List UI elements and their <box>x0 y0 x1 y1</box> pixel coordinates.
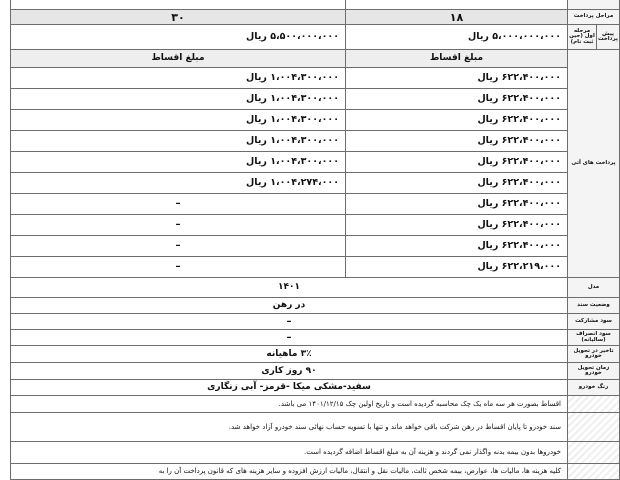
installment-18-5: ۱،۰۰۴،۳۰۰،۰۰۰ ریال <box>11 152 346 173</box>
installment-row <box>11 236 620 257</box>
note-2: سند خودرو تا پایان اقساط در رهن شرکت باقی خواهد ماند و تنها با تسویه حساب نهائی سند خودرو آزاد خواهد شد. <box>11 413 568 442</box>
note-1: اقساط بصورت هر سه ماه یک چک محاسبه گردیده است و تاریخ اولین چک ۱۴۰۱/۱۲/۱۵ می باشد. <box>11 396 568 413</box>
profit-percent-row <box>11 330 620 346</box>
note-label-cell <box>568 464 620 480</box>
installment-18-7: – <box>11 194 346 215</box>
installment-30-8: ۶۲۲،۴۰۰،۰۰۰ ریال <box>346 215 568 236</box>
delivery-time-row <box>11 363 620 380</box>
note-label-cell <box>568 396 620 413</box>
installments-header-row <box>11 50 620 68</box>
installment-18-2: ۱،۰۰۴،۳۰۰،۰۰۰ ریال <box>11 89 346 110</box>
delivery-time-value: ۹۰ روز کاری <box>11 363 568 380</box>
installment-18-4: ۱،۰۰۴،۳۰۰،۰۰۰ ریال <box>11 131 346 152</box>
installment-30-7: ۶۲۲،۴۰۰،۰۰۰ ریال <box>346 194 568 215</box>
installment-30-3: ۶۲۲،۴۰۰،۰۰۰ ریال <box>346 110 568 131</box>
installment-row <box>11 131 620 152</box>
car-color-value: سفید-مشکی میکا -قرمز- آبی زنگاری <box>11 380 568 396</box>
prepayment-label: پیش پرداخت <box>597 25 619 49</box>
note-3: خودروها بدون بیمه بدنه واگذار نمی گردند و هزینه آن به مبلغ اقساط اضافه گردیده است. <box>11 442 568 464</box>
installment-30-10: ۶۲۲،۲۱۹،۰۰۰ ریال <box>346 257 568 278</box>
installment-row <box>11 110 620 131</box>
delivery-time-label: زمان تحویل خودرو <box>568 363 620 380</box>
installments-header-18: مبلغ اقساط <box>346 50 568 68</box>
model-label: مدل <box>568 278 620 298</box>
first-stage-label: مرحله اول (حین ثبت نام) <box>568 25 597 49</box>
installment-18-3: ۱،۰۰۴،۳۰۰،۰۰۰ ریال <box>11 110 346 131</box>
installment-row <box>11 194 620 215</box>
future-payments-label: پرداخت های آتی <box>568 50 620 278</box>
note-row <box>11 442 620 464</box>
profit-percent-value: – <box>11 330 568 346</box>
installment-row <box>11 215 620 236</box>
top-cell-18 <box>346 0 568 10</box>
top-cell-30 <box>11 0 346 10</box>
payment-stages-label: مراحل پرداخت <box>568 10 620 25</box>
note-label-cell <box>568 413 620 442</box>
prepayment-label-group <box>568 25 620 50</box>
profit-percent-label: سود انصراف (سالیانه) <box>568 330 620 346</box>
model-value: ۱۴۰۱ <box>11 278 568 298</box>
note-row <box>11 413 620 442</box>
installment-30-9: ۶۲۲،۴۰۰،۰۰۰ ریال <box>346 236 568 257</box>
first-payment-30: ۵،۵۰۰،۰۰۰،۰۰۰ ریال <box>11 25 346 50</box>
installment-18-6: ۱،۰۰۴،۲۷۴،۰۰۰ ریال <box>11 173 346 194</box>
installment-row <box>11 173 620 194</box>
months-row <box>11 10 620 25</box>
document-status-value: در رهن <box>11 298 568 314</box>
installment-30-1: ۶۲۲،۴۰۰،۰۰۰ ریال <box>346 68 568 89</box>
installment-30-4: ۶۲۲،۴۰۰،۰۰۰ ریال <box>346 131 568 152</box>
installment-30-2: ۶۲۲،۴۰۰،۰۰۰ ریال <box>346 89 568 110</box>
note-4: کلیه هزینه ها، مالیات ها، عوارض، بیمه شخص ثالث، مالیات نقل و انتقال، مالیات ارزش افزوده و سایر هزینه های که قانون پرداخت آن را به <box>11 464 568 480</box>
prepayment-split <box>568 25 619 49</box>
installment-30-6: ۶۲۲،۴۰۰،۰۰۰ ریال <box>346 173 568 194</box>
delivery-delay-value: ۳٪ ماهیانه <box>11 346 568 363</box>
installments-header-30: مبلغ اقساط <box>11 50 346 68</box>
car-color-label: رنگ خودرو <box>568 380 620 396</box>
partnership-profit-value: – <box>11 314 568 330</box>
installment-18-10: – <box>11 257 346 278</box>
months-30-header: ۳۰ <box>11 10 346 25</box>
note-row <box>11 396 620 413</box>
document-status-label: وضعیت سند <box>568 298 620 314</box>
partnership-profit-label: سود مشارکت <box>568 314 620 330</box>
top-cut-row <box>11 0 620 10</box>
delivery-delay-row <box>11 346 620 363</box>
delivery-delay-label: تاخیر در تحویل خودرو <box>568 346 620 363</box>
installment-18-8: – <box>11 215 346 236</box>
top-label-cell <box>568 0 620 10</box>
installment-18-1: ۱،۰۰۴،۳۰۰،۰۰۰ ریال <box>11 68 346 89</box>
months-18-header: ۱۸ <box>346 10 568 25</box>
partnership-profit-row <box>11 314 620 330</box>
model-row <box>11 278 620 298</box>
note-row <box>11 464 620 480</box>
installment-30-5: ۶۲۲،۴۰۰،۰۰۰ ریال <box>346 152 568 173</box>
installment-row <box>11 152 620 173</box>
installment-row <box>11 257 620 278</box>
first-payment-18: ۵،۰۰۰،۰۰۰،۰۰۰ ریال <box>346 25 568 50</box>
first-payment-row <box>11 25 620 50</box>
payment-table <box>10 0 620 480</box>
installment-row <box>11 89 620 110</box>
installment-row <box>11 68 620 89</box>
document-status-row <box>11 298 620 314</box>
installment-18-9: – <box>11 236 346 257</box>
car-color-row <box>11 380 620 396</box>
note-label-cell <box>568 442 620 464</box>
